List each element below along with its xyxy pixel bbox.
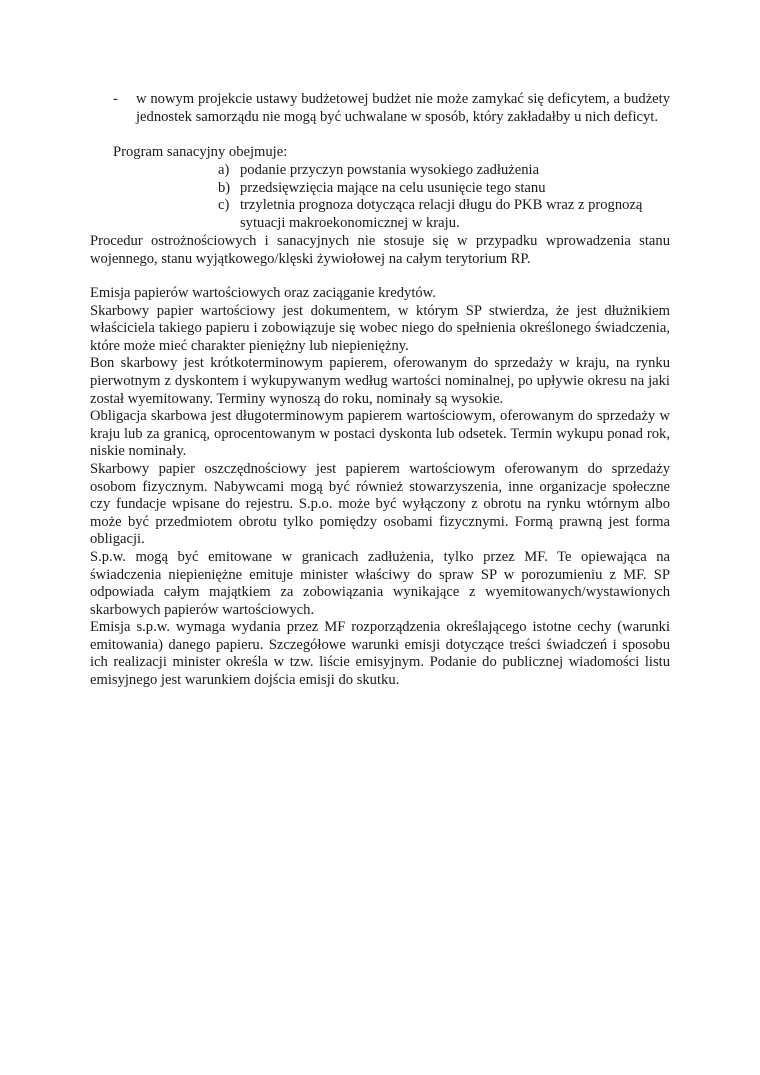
program-list [218,162,670,232]
list-item-text: trzyletnia prognoza dotycząca relacji długu do PKB wraz z prognozą sytuacji makroekonomicznej w kraju. [240,197,643,231]
paragraph: Bon skarbowy jest krótkoterminowym papierem, oferowanym do sprzedaży w kraju, na rynku pierwotnym z dyskontem i wykupywanym według wartości nominalnej, po upływie okresu na jaki został wyemitowany. Terminy wynoszą do roku, nominały są wysokie. [90,355,670,407]
section-heading: Emisja papierów wartościowych oraz zaciąganie kredytów. [90,285,436,301]
deficit-bullet-text: w nowym projekcie ustawy budżetowej budżet nie może zamykać się deficytem, a budżety jednostek samorządu nie mogą być uchwalane w sposób, który zakładałby u nich deficyt. [136,91,670,125]
paragraph: Skarbowy papier wartościowy jest dokumentem, w którym SP stwierdza, że jest dłużnikiem właściciela takiego papieru i zobowiązuje się wobec niego do spełnienia określonego świadczenia, które może mieć charakter pieniężny lub niepieniężny. [90,302,670,354]
emission-section [90,285,670,690]
procedures-note: Procedur ostrożnościowych i sanacyjnych nie stosuje się w przypadku wprowadzenia stanu wojennego, stanu wyjątkowego/klęski żywiołowej na całym terytorium RP. [90,233,670,267]
bullet-dash: - [113,91,118,107]
program-item-a [218,162,670,180]
list-marker: c) [218,197,230,214]
program-item-c [218,197,670,232]
list-marker: a) [218,162,230,178]
list-item-text: przedsięwzięcia mające na celu usunięcie tego stanu [240,179,546,196]
paragraph: Obligacja skarbowa jest długoterminowym papierem wartościowym, oferowanym do sprzedaży w kraju lub za granicą, oprocentowanym w postaci dyskonta lub odsetek. Termin wykupu ponad rok, niskie nominały. [90,408,670,460]
paragraph: Skarbowy papier oszczędnościowy jest papierem wartościowym oferowanym do sprzedaży osobom fizycznym. Nabywcami mogą być również stowarzyszenia, inne organizacje społeczne czy fundacje wpisane do rejestru. S.p.o. może być wyłączony z obrotu na rynku wtórnym albo może być przedmiotem obrotu tylko pomiędzy osobami fizycznymi. Formą prawną jest forma obligacji. [90,460,670,548]
program-item-b [218,180,670,198]
paragraph: Emisja s.p.w. wymaga wydania przez MF rozporządzenia określającego istotne cechy (warunki emitowania) danego papieru. Szczegółowe warunki emisji dotyczące treści świadczeń i sposobu ich realizacji minister określa w tzw. liście emisyjnym. Podanie do publicznej wiadomości listu emisyjnego jest warunkiem dojścia emisji do skutku. [90,619,670,689]
procedures-note-block [90,233,670,268]
paragraph: S.p.w. mogą być emitowane w granicach zadłużenia, tylko przez MF. Te opiewająca na świadczenia niepieniężne emituje minister właściwy do spraw SP w porozumieniu z MF. SP odpowiada całym majątkiem za zobowiązania wynikające z wyemitowanych/wystawionych skarbowych papierów wartościowych. [90,548,670,618]
deficit-bullet [113,91,670,126]
program-intro: Program sanacyjny obejmuje: [113,144,288,160]
list-marker: b) [218,179,231,196]
list-item-text: podanie przyczyn powstania wysokiego zadłużenia [240,162,540,178]
